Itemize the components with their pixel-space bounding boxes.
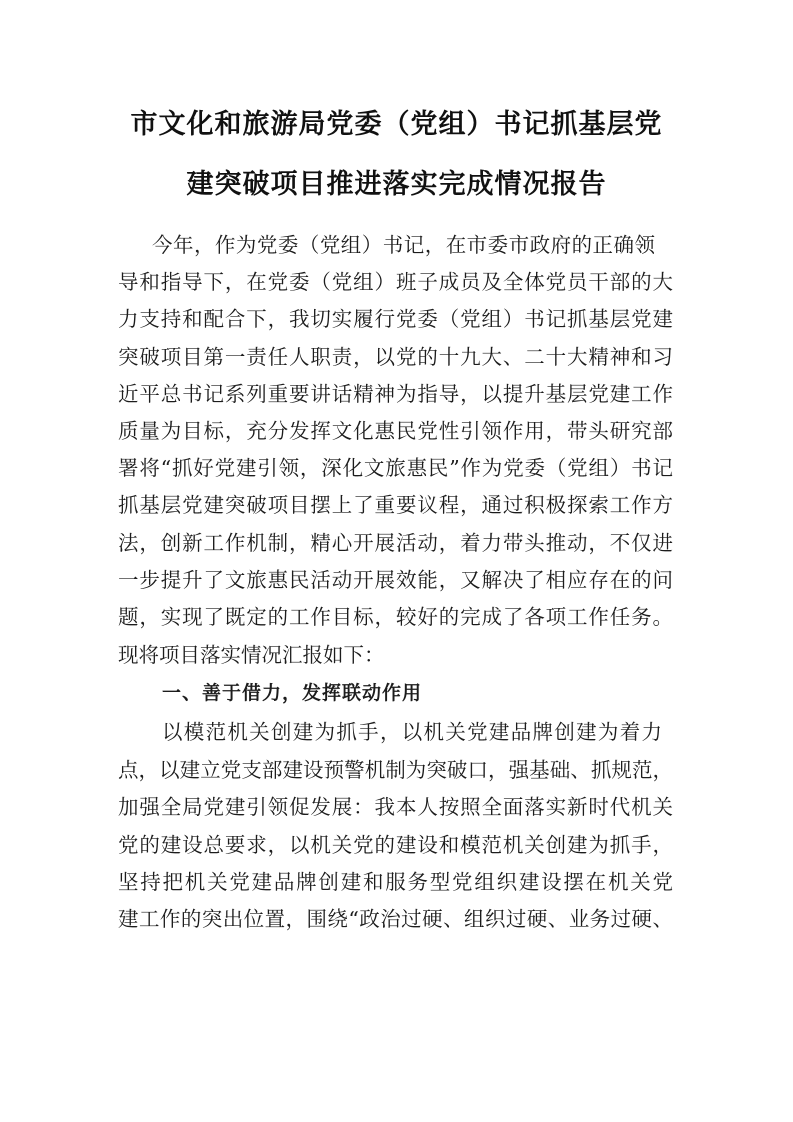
paragraph-1-line-8: 抓基层党建突破项目摆上了重要议程，通过积极探索工作方 [118,493,673,517]
paragraph-2-line-6: 建工作的突出位置，围绕“政治过硬、组织过硬、业务过硬、 [118,907,673,931]
section-1-heading: 一、善于借力，发挥联动作用 [162,682,423,704]
paragraph-1-line-1: 今年，作为党委（党组）书记，在市委市政府的正确领 [152,233,655,257]
paragraph-2-line-3: 加强全局党建引领促发展：我本人按照全面落实新时代机关 [118,795,673,819]
paragraph-2-line-5: 坚持把机关党建品牌创建和服务型党组织建设摆在机关党 [118,870,673,894]
paragraph-2-line-2: 点，以建立党支部建设预警机制为突破口，强基础、抓规范， [118,758,673,782]
document-title-line-1: 市文化和旅游局党委（党组）书记抓基层党 [130,109,663,140]
paragraph-1-line-4: 突破项目第一责任人职责，以党的十九大、二十大精神和习 [118,345,673,369]
paragraph-1-line-3: 力支持和配合下，我切实履行党委（党组）书记抓基层党建 [118,307,673,331]
paragraph-2-line-4: 党的建设总要求，以机关党的建设和模范机关创建为抓手， [118,833,673,857]
paragraph-1-line-9: 法，创新工作机制，精心开展活动，着力带头推动，不仅进 [118,531,673,555]
paragraph-1-line-6: 质量为目标，充分发挥文化惠民党性引领作用，带头研究部 [118,419,673,443]
paragraph-1-line-2: 导和指导下，在党委（党组）班子成员及全体党员干部的大 [118,270,673,294]
paragraph-1-line-11: 题，实现了既定的工作目标，较好的完成了各项工作任务。 [118,605,673,629]
paragraph-1-line-10: 一步提升了文旅惠民活动开展效能，又解决了相应存在的问 [118,568,673,592]
paragraph-1-line-7: 署将“抓好党建引领，深化文旅惠民”作为党委（党组）书记 [118,456,673,480]
paragraph-1-line-12: 现将项目落实情况汇报如下： [118,643,385,667]
document-title-line-2: 建突破项目推进落实完成情况报告 [186,169,607,200]
paragraph-2-line-1: 以模范机关创建为抓手，以机关党建品牌创建为着力 [162,720,662,744]
paragraph-1-line-5: 近平总书记系列重要讲话精神为指导，以提升基层党建工作 [118,382,673,406]
